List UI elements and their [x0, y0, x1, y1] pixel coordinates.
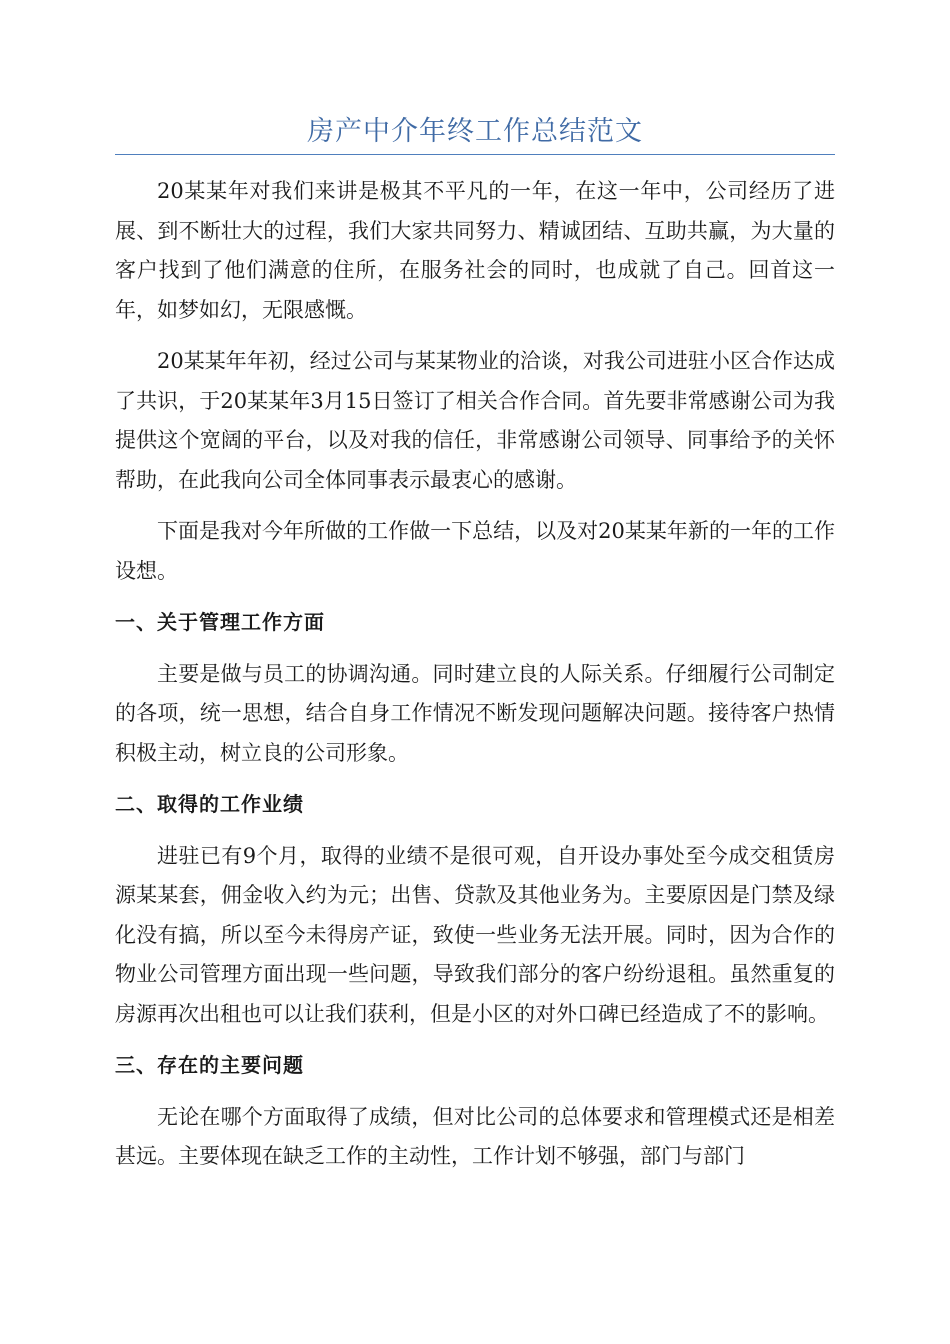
document-title: 房产中介年终工作总结范文	[307, 116, 643, 147]
section-heading-achievements: 二、取得的工作业绩	[115, 792, 304, 816]
paragraph-background: 20某某年年初，经过公司与某某物业的洽谈，对我公司进驻小区合作达成了共识，于20某某年3月15日签订了相关合作合同。首先要非常感谢公司为我提供这个宽阔的平台，以及对我的信任，非常感谢公司领导、同事给予的关怀帮助，在此我向公司全体同事表示最衷心的感谢。	[115, 349, 835, 492]
paragraph-overview: 下面是我对今年所做的工作做一下总结，以及对20某某年新的一年的工作设想。	[115, 519, 835, 583]
section-heading-management: 一、关于管理工作方面	[115, 610, 325, 634]
paragraph-achievements: 进驻已有9个月，取得的业绩不是很可观，自开设办事处至今成交租赁房源某某套，佣金收入约为元；出售、贷款及其他业务为。主要原因是门禁及绿化没有搞，所以至今未得房产证，致使一些业务无法开展。同时，因为合作的物业公司管理方面出现一些问题，导致我们部分的客户纷纷退租。虽然重复的房源再次出租也可以让我们获利，但是小区的对外口碑已经造成了不的影响。	[115, 843, 835, 1026]
paragraph-problems: 无论在哪个方面取得了成绩，但对比公司的总体要求和管理模式还是相差甚远。主要体现在缺乏工作的主动性，工作计划不够强，部门与部门	[115, 1104, 835, 1168]
paragraph-intro: 20某某年对我们来讲是极其不平凡的一年，在这一年中，公司经历了进展、到不断壮大的过程，我们大家共同努力、精诚团结、互助共赢，为大量的客户找到了他们满意的住所，在服务社会的同时，也成就了自己。回首这一年，如梦如幻，无限感慨。	[115, 179, 835, 322]
title-underline	[115, 154, 835, 155]
document-body	[115, 172, 835, 1189]
section-heading-problems: 三、存在的主要问题	[115, 1053, 304, 1077]
paragraph-management: 主要是做与员工的协调沟通。同时建立良的人际关系。仔细履行公司制定的各项，统一思想，结合自身工作情况不断发现问题解决问题。接待客户热情积极主动，树立良的公司形象。	[115, 661, 835, 765]
